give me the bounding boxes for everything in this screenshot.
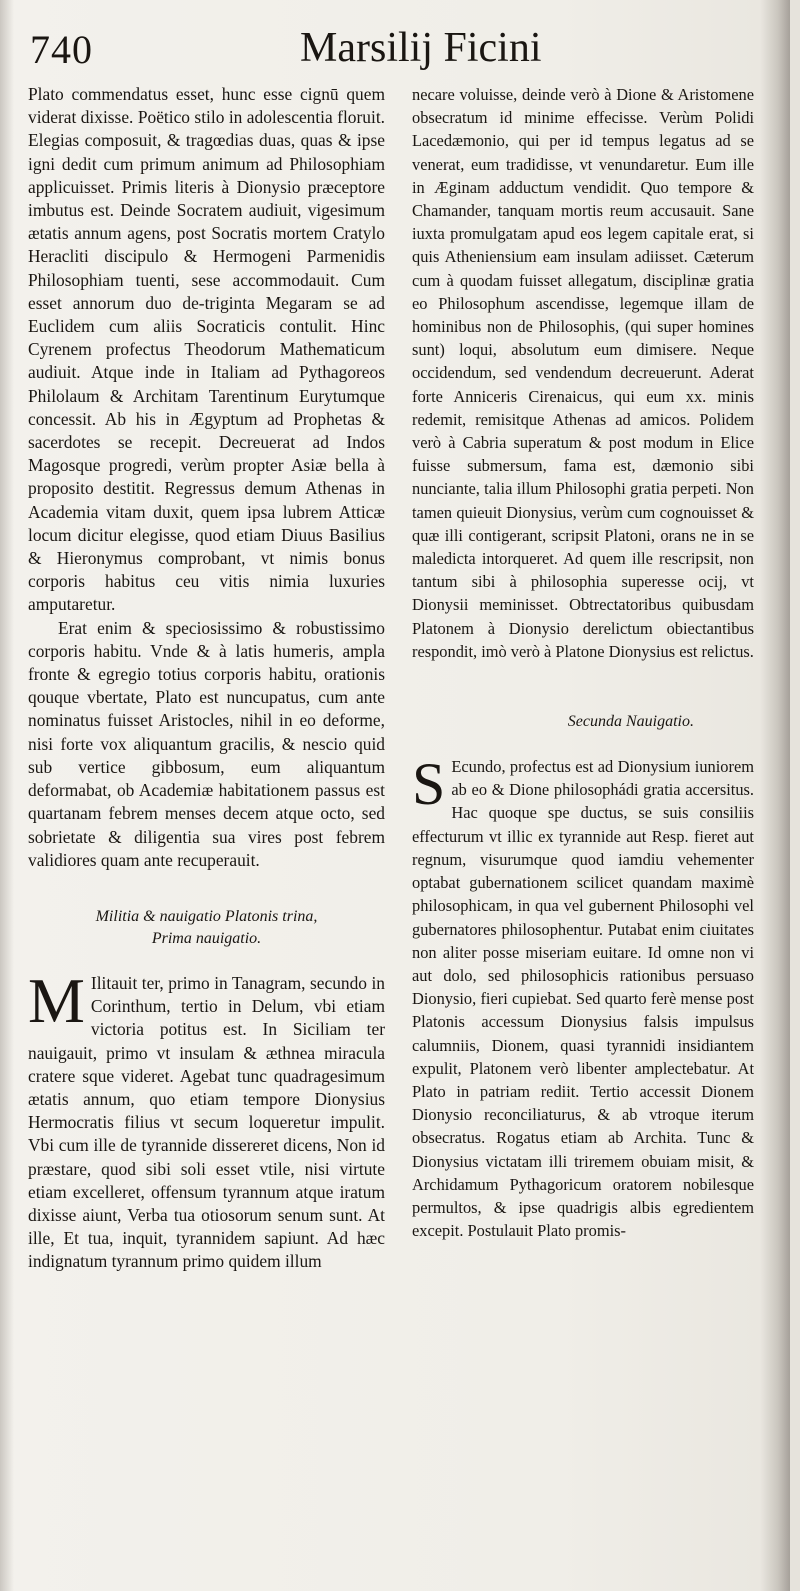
section-heading-line-2: Prima nauigatio.	[151, 929, 262, 947]
right-paragraph-1: necare voluisse, deinde verò à Dione & Aristomene obsecratum id minime effecisse. Verùm Polidi Lacedæmonio, qui per id tempus legatus ad se venerat, eum tradidisse, vt venundaretur. Eum ille in Æginam adductum vendidit. Quo tempore & Chamander, tanquam mortis reum accusauit. Sane iuxta promulgatam apud eos legem capitale erat, si quis Atheniensium eam insulam adiisset. Cæterum cum à quodam fuisset allegatum, disciplinæ gratia eo Philosophum ascendisse, legemque illam de hominibus non de Philosophis, (qui super homines sunt) loqui, absolutum eum dimisere. Neque occidendum, sed vendendum decreuerunt. Aderat forte Anniceris Cirenaicus, qui eum xx. minis redemit, remisitque Athenas ad amicos. Polidem verò à Cabria superatum & post modum in Elice fuisse submersum, fama est, dæmonio sibi nunciante, talia illum Philosophi gratia perpeti. Non tamen quieuit Dionysius, verùm cum cognouisset & quæ illi contigerant, scripsit Platoni, orans ne in se maledicta intorqueret. Ad quem ille rescripsit, non tantum sibi à philosophia superesse ocij, vt Dionysii meminisset. Obtrectatoribus quibusdam Platonem à Dionysio derelictum obiectantibus respondit, imò verò à Platone Dionysius est relictus.	[412, 85, 754, 661]
page-edge-shadow	[760, 0, 790, 1591]
left-paragraph-2: Erat enim & speciosissimo & robustissimo corporis habitu. Vnde & à latis humeris, ampla fronte & egregio totius corporis habitu, orationis qouque vbertate, Plato est nuncupatus, cum ante nominatus fuisset Aristocles, nihil in eo deforme, nisi forte vox aliquantum gracilis, & nescio quid sub vertice gibbosum, eum aliquantum deformabat, ob Academiæ habitationem passus est quartanam febrem menses decem atque octo, sed sobrietate & diligentia sua vires post febrem validiores quam ante recuperauit.	[28, 617, 385, 870]
left-column	[28, 83, 385, 1274]
drop-cap-s: S	[412, 751, 446, 818]
page-number: 740	[30, 27, 93, 72]
right-paragraph-2	[412, 751, 754, 1242]
page-gutter-shadow	[0, 0, 14, 1591]
section-heading-secunda: Secunda Nauigatio.	[567, 713, 694, 731]
left-paragraph-3	[28, 964, 385, 1274]
section-heading-line-1: Militia & nauigatio Platonis trina,	[95, 907, 318, 925]
left-paragraph-3-text: Ilitauit ter, primo in Tanagram, secundo in Corinthum, tertio in Delum, vbi etiam victoria potitus est. In Siciliam ter nauigauit, primo vt insulam & æthnea miracula cratere sque videret. Agebat tunc quadragesimum ætatis annum, quo etiam tempore Dionysius Hermocratis filius vt secum loqueretur impulit. Vbi cum ille de tyrannide dissereret dicens, Non id præstare, quod sibi soli esset vtile, nisi virtute etiam excelleret, offensum tyrannum atque iratum dixisse aiunt, Verba tua otiosorum senum sunt. At ille, Et tua, inquit, tyrannidem sapiunt. Ad hæc indignatum tyrannum primo quidem illum	[28, 972, 385, 1272]
drop-cap-m: M	[28, 964, 85, 1036]
section-heading-militia	[28, 906, 385, 950]
right-column	[412, 83, 754, 1242]
left-paragraph-1: Plato commendatus esset, hunc esse cignū quem viderat dixisse. Poëtico stilo in adolescentia floruit. Elegias composuit, & tragœdias duas, quas & ipse igni dedit cum primum animum ad Philosophiam applicuisset. Primis literis à Dionysio præceptore imbutus est. Deinde Socratem audiuit, vigesimum ætatis annum agens, post Socratis mortem Cratylo Heracliti discipulo & Hermogeni Parmenidis Philosophiam tuenti, sese accommodauit. Cum esset annorum duo de-triginta Megaram se ad Euclidem cum aliis Socraticis contulit. Hinc Cyrenem profectus Theodorum Mathematicum audiuit. Atque inde in Italiam ad Pythagoreos Philolaum & Architam Tarentinum Eurytumque concessit. Ab his in Ægyptum ad Prophetas & sacerdotes se recepit. Decreuerat ad Indos Magosque progredi, verùm propter Asiæ bella à proposito destitit. Regressus demum Athenas in Academia vitam duxit, quem ipsa lubrem Atticæ locum dicitur elegisse, quod etiam Diuus Basilius & Hieronymus comprobant, vt nimis bonus corporis habitus ceu vitis nimia luxuries amputaretur.	[28, 84, 385, 615]
running-title: Marsilij Ficini	[300, 25, 542, 71]
right-paragraph-2-text: Ecundo, profectus est ad Dionysium iuniorem ab eo & Dione philosophádi gratia accersitus. Hac quoque spe ductus, se suis consiliis effecturum vt illic ex tyrannide aut Resp. fieret aut regnum, visurumque quod iamdiu vehementer optabat gubernationem scilicet quandam maximè philosophicam, in qua vel gubernent Philosophi vel gubernatores philosophentur. Putabat enim ciuitates non aliter posse miseriam euitare. Id omne non vi aut dolo, sed philosophicis rationibus persuaso Dionysio, fieri cupiebat. Sed quarto ferè mense post Platonis accessum Dionysius falsis impulsus calumniis, Dionem, quasi tyrannidi insidiantem expulit, Platonem verò libenter amplectebatur. At Plato in patriam rediit. Tertio accessit Dionem Dionysio reconciliaturus, & ab vtroque iterum obsecratus. Rogatus etiam ab Archita. Tunc & Dionysius victatam illi triremem obuiam misit, & Archidamum Pythagoricum oratorem nobilesque permultos, & ipse quadrigis albis egredientem excepit. Postulauit Plato promis-	[412, 757, 754, 1241]
